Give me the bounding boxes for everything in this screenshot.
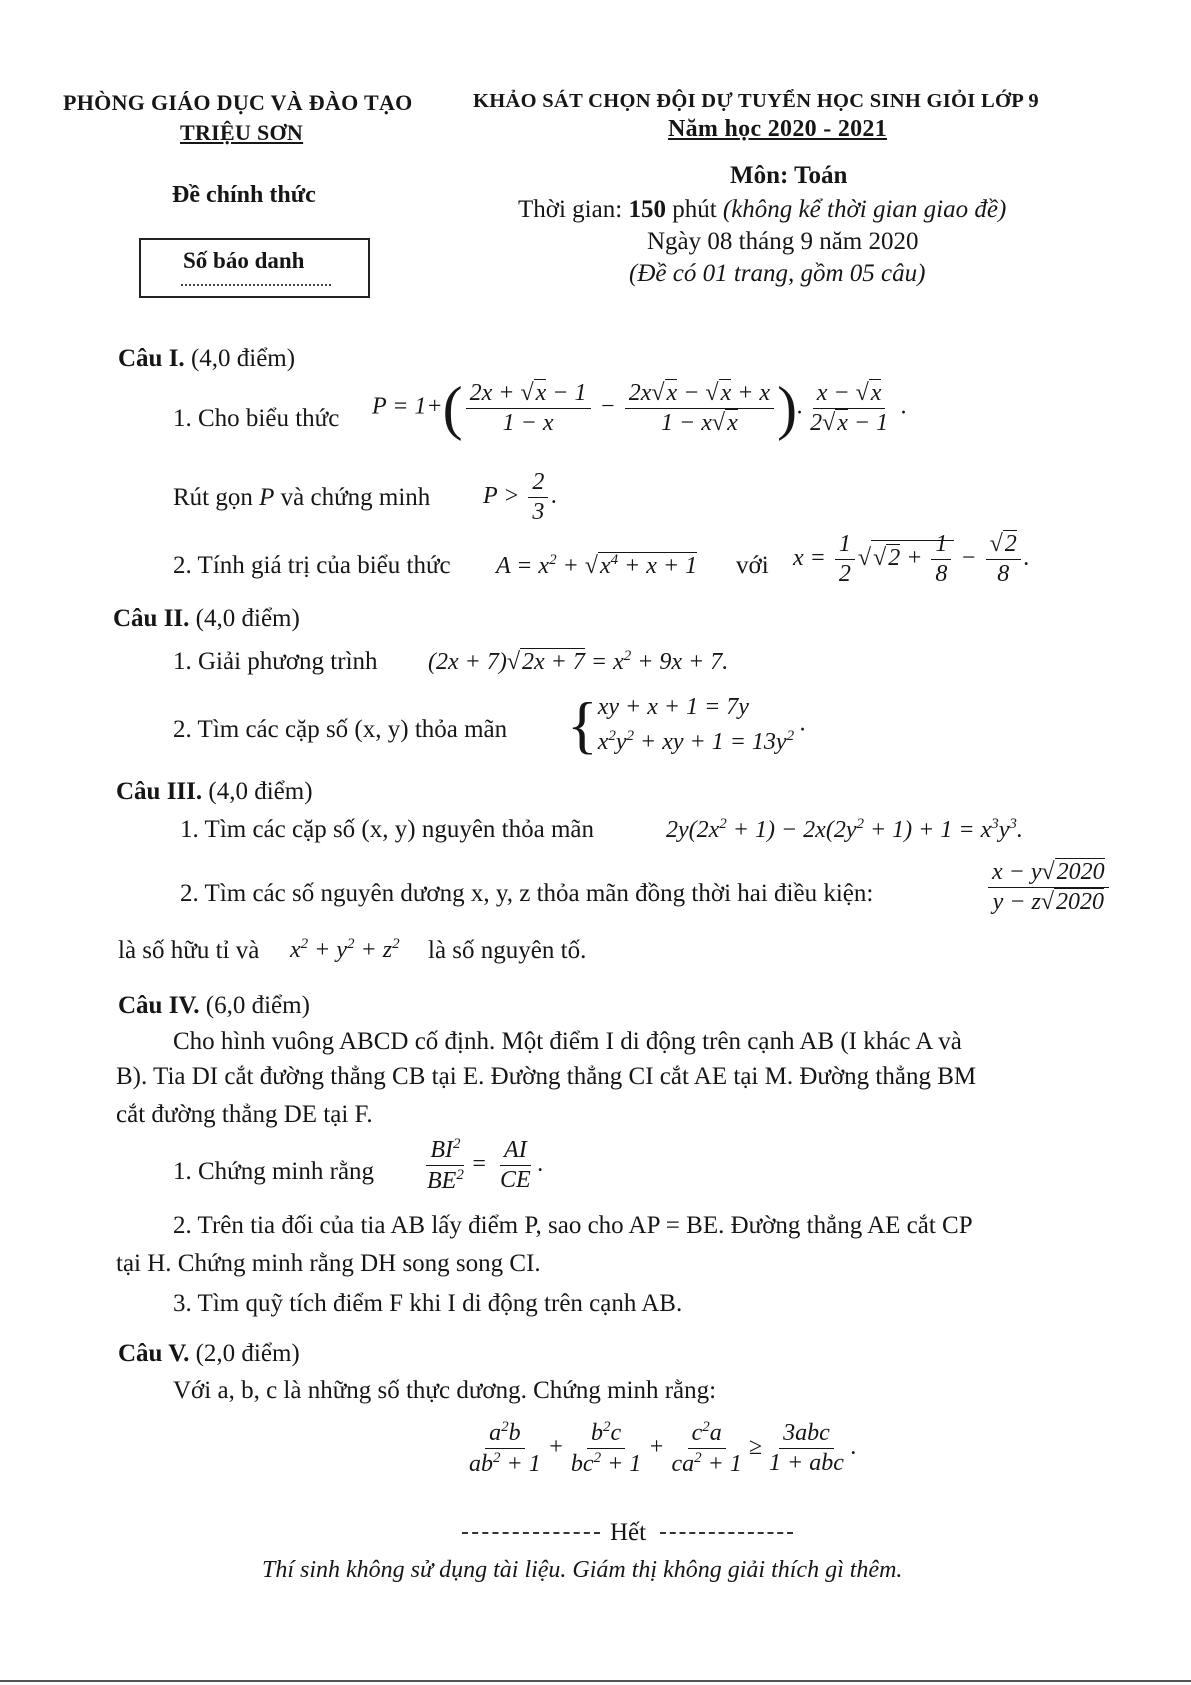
question-3-heading (116, 778, 313, 806)
time-note: (không kể thời gian giao đề) (722, 196, 1007, 223)
end-dashes-right (660, 1532, 793, 1534)
q1-expression-p: P = 1+( $\frac{2x + √x - 1}{1 - x}$ − $\frac{2x√x - √x + x}{1 - x√x}$ ). $\frac{x - √x}{2√x - 1}$ . (372, 375, 908, 441)
time-suffix: phút (665, 196, 723, 223)
question-3-title: Câu III. (116, 778, 203, 805)
footer-note: Thí sinh không sử dụng tài liệu. Giám thị không giải thích gì thêm. (262, 1557, 903, 1583)
district-name: TRIỆU SƠN (180, 120, 304, 145)
q3-part2-text: 2. Tìm các số nguyên dương x, y, z thỏa mãn đồng thời hai điều kiện: (180, 880, 874, 907)
bottom-edge-line (0, 1680, 1191, 1682)
school-year: Năm học 2020 - 2021 (668, 116, 888, 142)
q2-part2-text: 2. Tìm các cặp số (x, y) thỏa mãn (173, 716, 508, 743)
subject: Môn: Toán (730, 162, 848, 189)
q1-x-value: x = $\frac{1}{2}$ √√2 + $\frac{1}{8}$ − $\frac{√2}{8}$ . (793, 531, 1030, 587)
candidate-number-label: Số báo danh (183, 248, 305, 273)
q3-sum-squares: $x^2 + y^2 + z^2$ (290, 936, 400, 963)
q5-inequality: $\frac{a^2b}{ab^2 + 1}$ + $\frac{b^2c}{bc^2 + 1}$ + $\frac{c^2a}{ca^2 + 1}$ ≥ $\frac{\text{3abc}}{\text{1 + abc}}$ . (469, 1419, 857, 1477)
q2-system: { xy + x + 1 = 7y $x^2y^2$ + xy + $1 = 13y^2$ . (567, 688, 807, 760)
end-word: Hết (610, 1519, 647, 1546)
q2-part1-text: 1. Giải phương trình (173, 648, 378, 675)
q4-intro-line1: Cho hình vuông ABCD cố định. Một điểm I di động trên cạnh AB (I khác A và (173, 1028, 962, 1055)
q4-ratio: $\frac{BI^2}{BE^2}$ = $\frac{AI}{CE}$ . (427, 1136, 544, 1194)
question-1-heading (118, 345, 295, 373)
q3-fraction: $\frac{x - y√2020}{y - z√2020}$ (985, 858, 1112, 917)
question-2-title: Câu II. (113, 605, 190, 632)
pages-note: (Đề có 01 trang, gồm 05 câu) (629, 260, 926, 287)
exam-date: Ngày 08 tháng 9 năm 2020 (647, 228, 919, 255)
candidate-number-box (139, 238, 370, 298)
department-name: PHÒNG GIÁO DỤC VÀ ĐÀO TẠO (63, 90, 413, 115)
question-4-title: Câu IV. (118, 992, 200, 1019)
official-label: Đề chính thức (172, 182, 316, 208)
q1-part2-with: với (736, 552, 769, 579)
time-line (518, 196, 1006, 224)
question-1-points: (4,0 điểm) (184, 345, 296, 372)
q4-part2-line1: 2. Trên tia đối của tia AB lấy điểm P, sao cho AP = BE. Đường thẳng AE cắt CP (173, 1212, 973, 1239)
q1-part1-text: 1. Cho biểu thức (173, 405, 340, 432)
exam-title: KHẢO SÁT CHỌN ĐỘI DỰ TUYỂN HỌC SINH GIỎI LỚP 9 (473, 90, 1039, 112)
question-5-points: (2,0 điểm) (189, 1340, 300, 1367)
q3-part2-cont-a: là số hữu tỉ và (118, 937, 260, 964)
time-prefix: Thời gian: (518, 196, 629, 223)
q4-intro-line3: cắt đường thẳng DE tại F. (116, 1101, 373, 1128)
q3-equation: $2y(2x^2 + 1) - 2x(2y^2 + 1) + 1 = x^3y^3$. (666, 816, 1023, 843)
candidate-number-line (181, 284, 331, 286)
q1-part2-text: 2. Tính giá trị của biểu thức (173, 552, 451, 579)
q1-part1b (173, 484, 430, 512)
q5-intro: Với a, b, c là những số thực dương. Chứng minh rằng: (173, 1377, 717, 1404)
q1-inequality: P > $\frac{2}{3}$ . (483, 469, 558, 525)
q4-part1-text: 1. Chứng minh rằng (173, 1158, 375, 1185)
question-4-heading (118, 992, 310, 1020)
q1-expression-a: $A = x^2 + √x^4 + x + 1$ (496, 552, 698, 579)
q4-part3-text: 3. Tìm quỹ tích điểm F khi I di động trên cạnh AB. (173, 1290, 683, 1317)
q4-intro-line2: B). Tia DI cắt đường thẳng CB tại E. Đường thẳng CI cắt AE tại M. Đường thẳng BM (116, 1063, 977, 1090)
q3-part1-text: 1. Tìm các cặp số (x, y) nguyên thỏa mãn (180, 816, 595, 843)
q4-part2-line2: tại H. Chứng minh rằng DH song song CI. (116, 1250, 541, 1277)
q3-part2-cont-b: là số nguyên tố. (428, 937, 587, 964)
q1-part1b-mid: và chứng minh (280, 484, 431, 511)
question-4-points: (6,0 điểm) (199, 992, 310, 1019)
end-dashes-left (462, 1532, 600, 1534)
time-value: 150 (628, 196, 666, 223)
question-3-points: (4,0 điểm) (202, 778, 313, 805)
q2-equation: $(2x + 7)√2x + 7 = x^2 + 9x + 7$. (428, 648, 729, 675)
question-2-points: (4,0 điểm) (189, 605, 300, 632)
question-1-title: Câu I. (118, 345, 185, 372)
q1-part1b-text: Rút gọn (173, 484, 253, 511)
question-5-title: Câu V. (118, 1340, 190, 1367)
question-2-heading (113, 605, 300, 633)
q1-part1b-var: P (259, 484, 275, 511)
question-5-heading (118, 1340, 300, 1368)
